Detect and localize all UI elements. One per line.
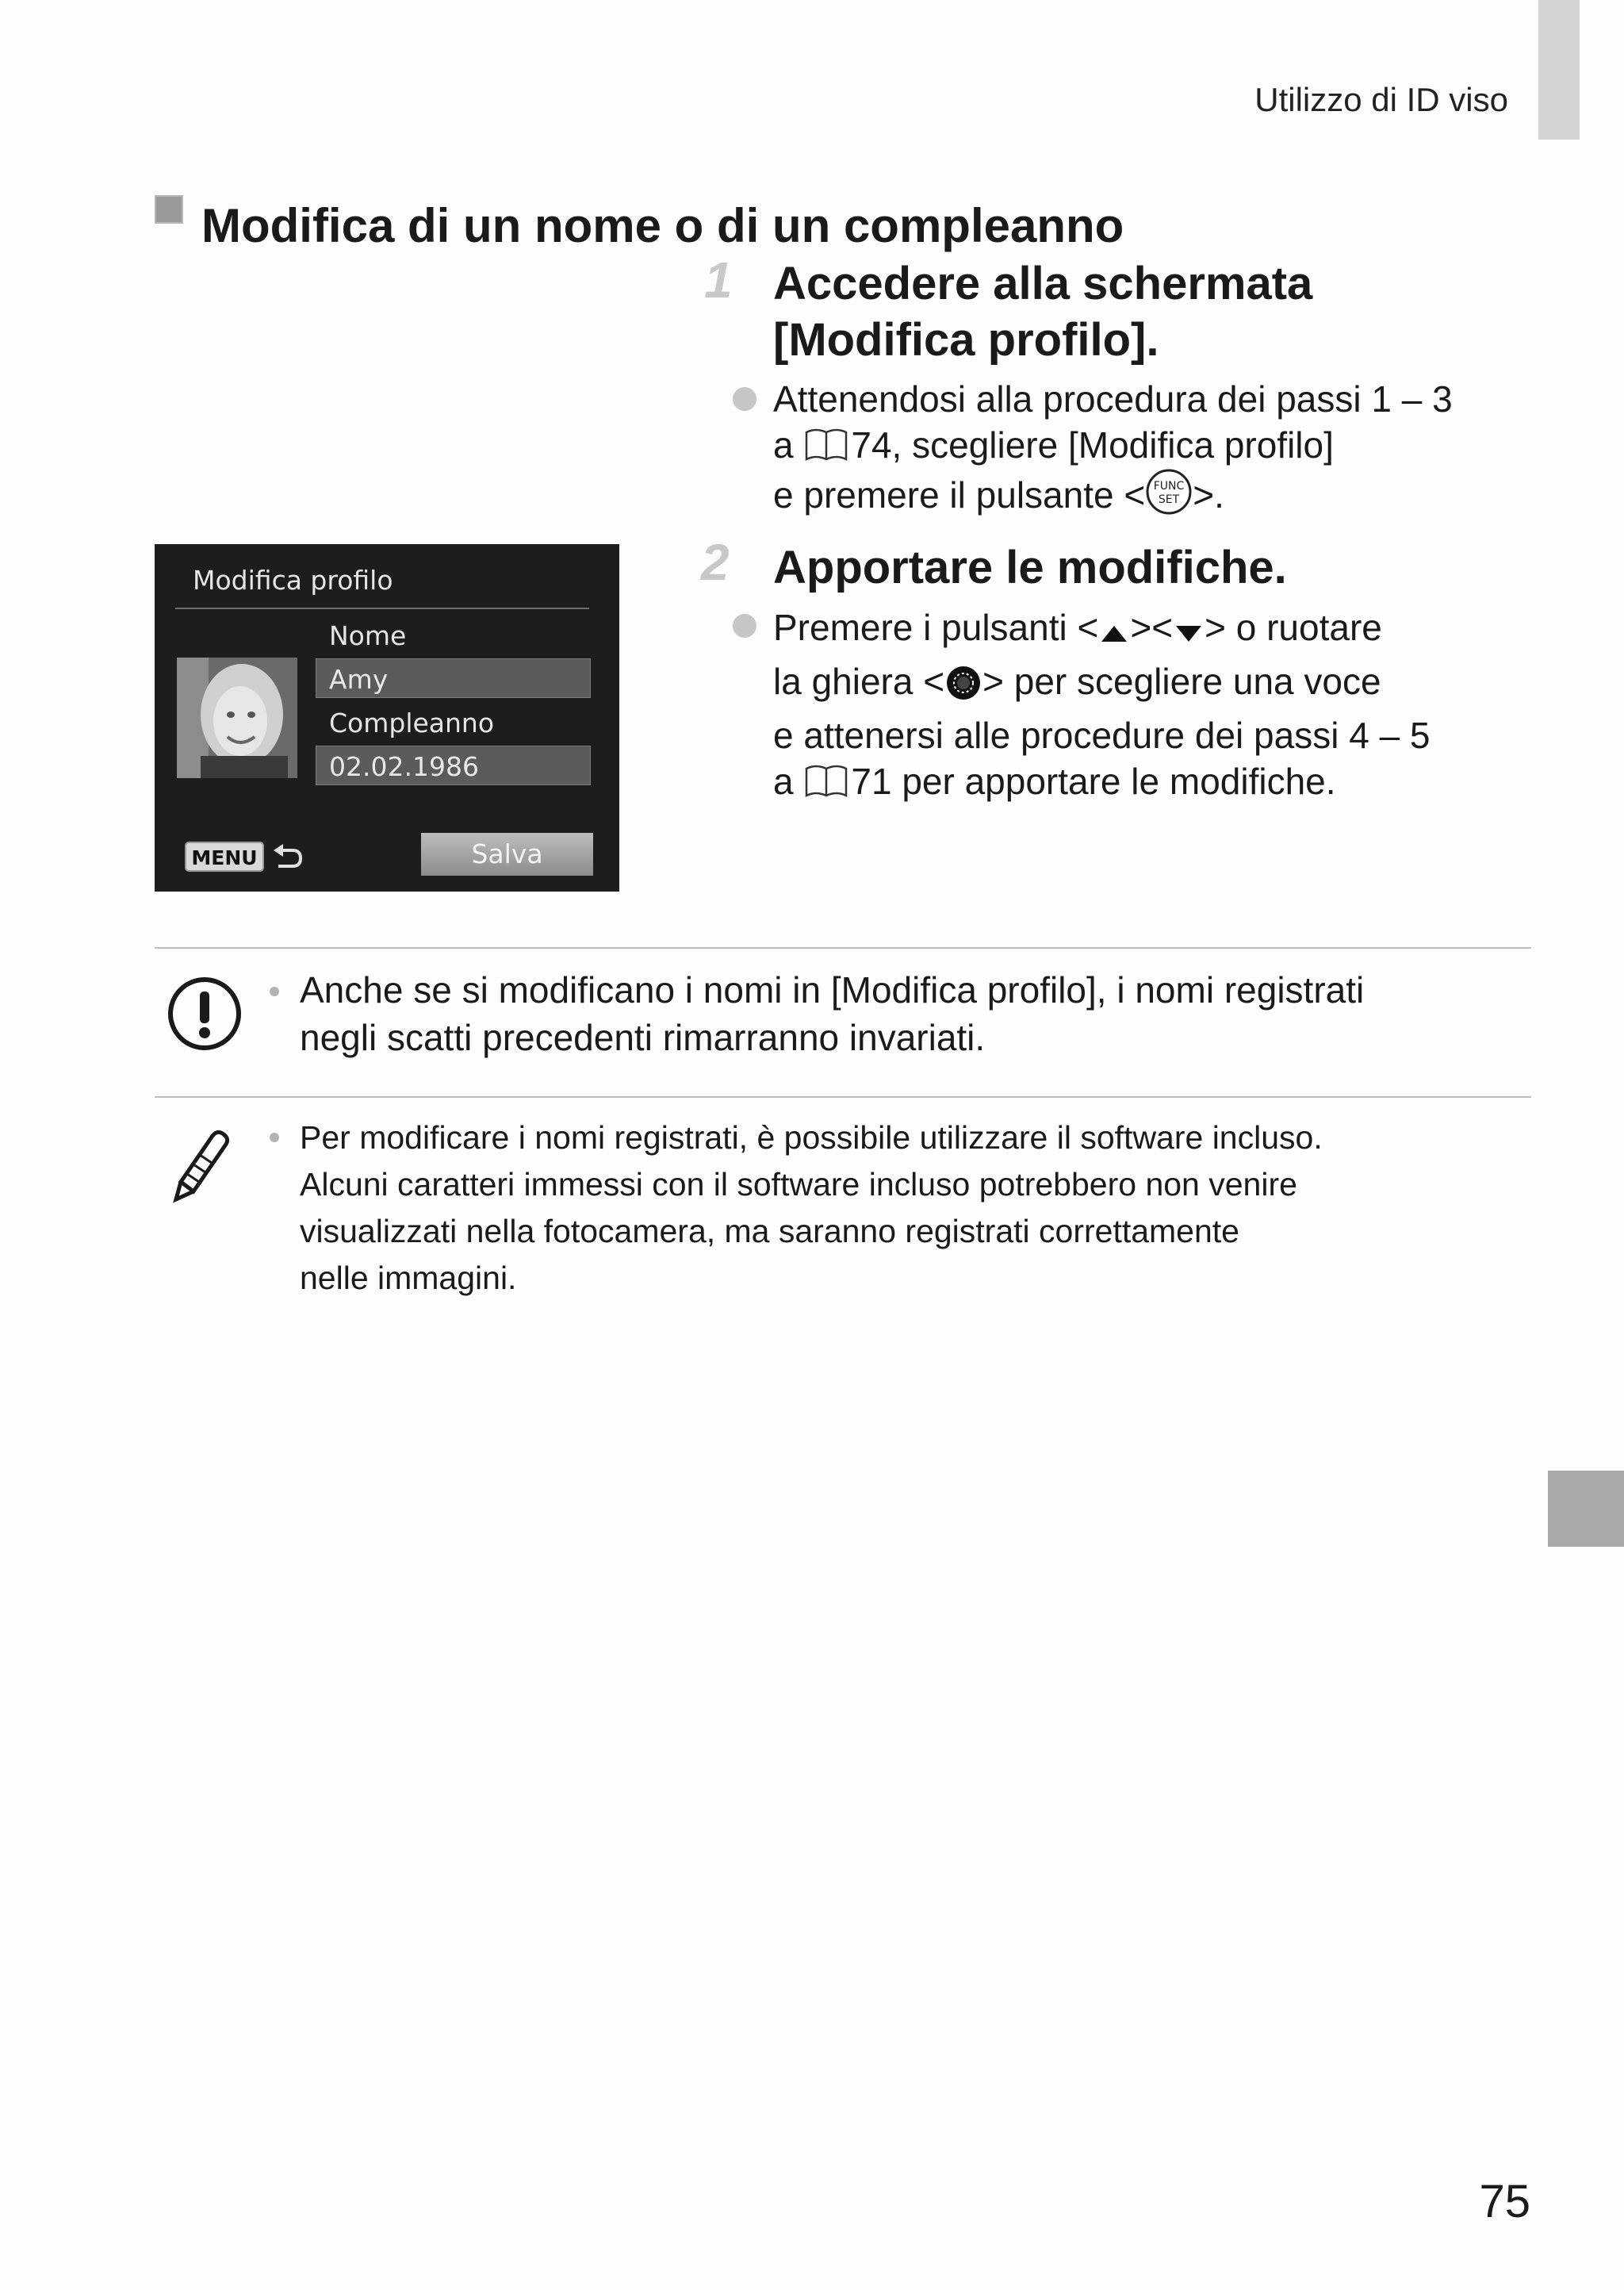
name-value: Amy bbox=[329, 664, 389, 695]
step-1-title-line: Accedere alla schermata bbox=[773, 258, 1313, 309]
text: a bbox=[773, 761, 804, 802]
section-title: Modifica di un nome o di un compleanno bbox=[201, 199, 1124, 252]
face-photo bbox=[177, 658, 297, 778]
menu-back-indicator[interactable] bbox=[185, 839, 304, 877]
step-1-line bbox=[773, 468, 1453, 526]
memo-note bbox=[300, 1114, 1323, 1302]
birthday-label: Compleanno bbox=[329, 708, 495, 738]
svg-text:SET: SET bbox=[1159, 493, 1180, 506]
name-field[interactable] bbox=[316, 658, 591, 698]
caution-note bbox=[300, 966, 1364, 1061]
text: >. bbox=[1193, 474, 1224, 516]
book-icon bbox=[803, 763, 849, 798]
chapter-tab-top bbox=[1538, 0, 1580, 140]
step-1-title-line: [Modifica profilo]. bbox=[773, 314, 1159, 366]
camera-screen-title: Modifica profilo bbox=[193, 565, 393, 596]
memo-line: Alcuni caratteri immessi con il software incluso potrebbero non venire bbox=[300, 1166, 1297, 1203]
text: >< bbox=[1130, 607, 1174, 648]
func-set-button-icon bbox=[1145, 468, 1193, 526]
step-2-title-line: Apportare le modifiche. bbox=[773, 542, 1287, 593]
down-arrow-icon bbox=[1173, 612, 1205, 658]
step-1-line: Attenendosi alla procedura dei passi 1 – 3 bbox=[773, 378, 1453, 420]
text: a bbox=[773, 424, 804, 466]
caution-line: negli scatti precedenti rimarranno invariati. bbox=[300, 1017, 986, 1058]
text: e premere il pulsante < bbox=[773, 474, 1146, 516]
text: la ghiera < bbox=[773, 661, 945, 702]
pencil-icon bbox=[170, 1125, 235, 1208]
camera-screen-modifica-profilo bbox=[155, 544, 619, 892]
step-1-title bbox=[773, 255, 1312, 368]
bullet-icon bbox=[733, 614, 756, 638]
memo-line: nelle immagini. bbox=[300, 1260, 517, 1296]
divider-top bbox=[155, 947, 1531, 949]
step-2-body bbox=[773, 604, 1431, 804]
page-ref[interactable]: 74 bbox=[851, 424, 892, 466]
camera-screen-divider bbox=[175, 608, 589, 609]
gray-square-icon bbox=[155, 195, 183, 224]
exclamation-circle-icon bbox=[167, 976, 243, 1056]
birthday-field[interactable] bbox=[316, 746, 591, 785]
svg-text:MENU: MENU bbox=[191, 846, 258, 869]
bullet-icon bbox=[270, 1133, 279, 1142]
chapter-tab-side bbox=[1548, 1471, 1624, 1547]
step-2-line bbox=[773, 604, 1431, 658]
divider-bottom bbox=[155, 1096, 1531, 1098]
save-label: Salva bbox=[471, 838, 543, 869]
page-ref[interactable]: 71 bbox=[851, 761, 892, 802]
book-icon bbox=[803, 427, 849, 462]
svg-text:FUNC: FUNC bbox=[1153, 480, 1185, 493]
step-2-number: 2 bbox=[701, 534, 730, 591]
birthday-value: 02.02.1986 bbox=[329, 751, 479, 782]
save-button[interactable] bbox=[421, 833, 593, 876]
step-1-body bbox=[773, 376, 1453, 526]
bullet-icon bbox=[270, 987, 279, 996]
text: > o ruotare bbox=[1205, 607, 1382, 648]
step-1-number: 1 bbox=[704, 251, 733, 309]
up-arrow-icon bbox=[1098, 612, 1130, 658]
text: Premere i pulsanti < bbox=[773, 607, 1099, 648]
memo-line: Per modificare i nomi registrati, è possibile utilizzare il software incluso. bbox=[300, 1119, 1323, 1156]
step-2-line bbox=[773, 658, 1431, 712]
step-2-line: e attenersi alle procedure dei passi 4 – 5 bbox=[773, 715, 1431, 756]
control-dial-icon bbox=[944, 664, 982, 712]
bullet-icon bbox=[733, 387, 756, 411]
page-number: 75 bbox=[1479, 2176, 1530, 2227]
text: > per scegliere una voce bbox=[982, 661, 1381, 702]
text: , scegliere [Modifica profilo] bbox=[891, 424, 1334, 466]
name-label: Nome bbox=[329, 620, 407, 651]
text: per apportare le modifiche. bbox=[891, 761, 1336, 802]
step-2-title bbox=[773, 539, 1287, 596]
caution-line: Anche se si modificano i nomi in [Modifica profilo], i nomi registrati bbox=[300, 969, 1365, 1011]
memo-line: visualizzati nella fotocamera, ma saranno registrati correttamente bbox=[300, 1213, 1239, 1249]
running-header: Utilizzo di ID viso bbox=[1254, 81, 1508, 118]
step-2-line bbox=[773, 758, 1431, 804]
step-1-line bbox=[773, 422, 1453, 468]
